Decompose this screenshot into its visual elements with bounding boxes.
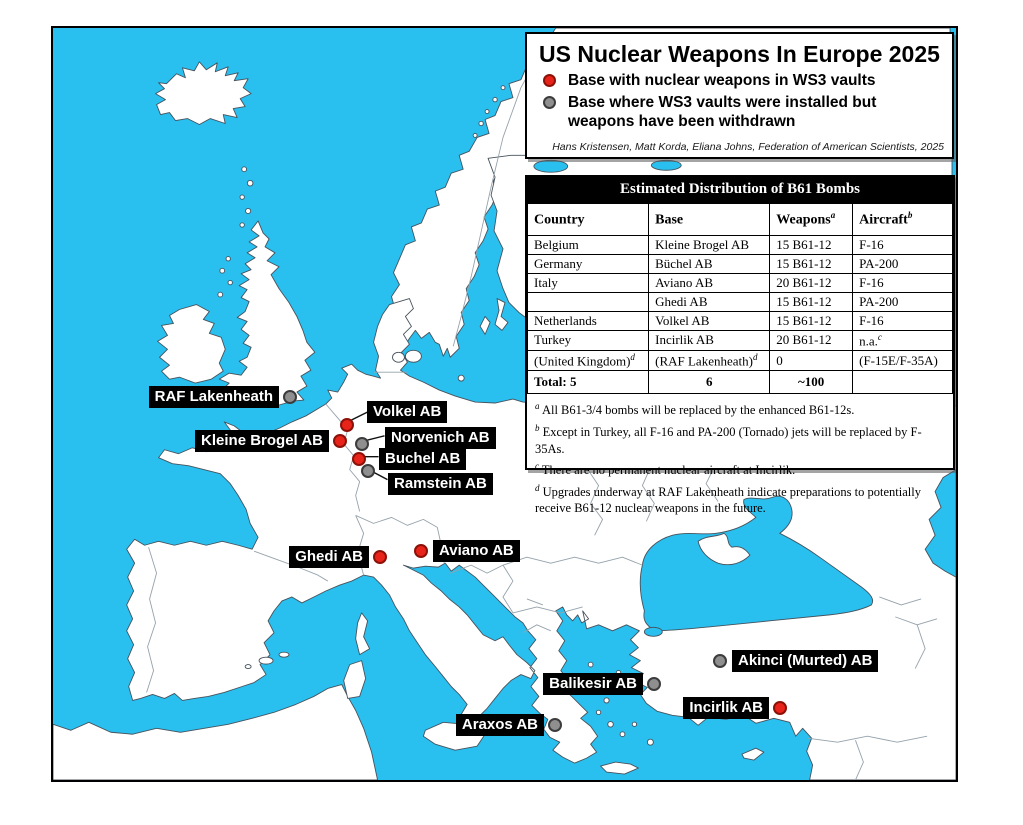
gray-base-dot-icon (647, 677, 661, 691)
lake-ladoga (651, 160, 681, 170)
table-row: (United Kingdom)$^d$ (RAF Lakenheath)$^d$ 0 (F-15E/F-35A) (528, 350, 953, 370)
distribution-table (527, 203, 953, 394)
legend-item-red (543, 71, 944, 90)
table-title: Estimated Distribution of B61 Bombs (527, 177, 953, 203)
footnotes (527, 394, 953, 517)
gray-base-dot-icon (713, 654, 727, 668)
marker-label: Ramstein AB (388, 473, 493, 495)
legend-label: Base where WS3 vaults were installed but weapons have been withdrawn (568, 94, 877, 130)
marker-label: Volkel AB (367, 401, 447, 423)
europe-map (51, 26, 958, 782)
marker-label: Balikesir AB (543, 673, 643, 695)
island-menorca (279, 652, 289, 657)
col-base: Base (649, 204, 770, 236)
footnote-d: $^d$ Upgrades underway at RAF Lakenheath indicate preparations to potentially receive B61-12 nuclear weapons in the future. (535, 482, 921, 516)
credit-line: Hans Kristensen, Matt Korda, Eliana Johns, Federation of American Scientists, 2025 (552, 141, 944, 153)
marker-label: Kleine Brogel AB (195, 430, 329, 452)
col-aircraft: Aircraft$^b$ (853, 204, 953, 236)
island-funen (392, 352, 404, 362)
table-row: Italy Aviano AB 20 B61-12 F-16 (528, 273, 953, 292)
marker-label: Incirlik AB (683, 697, 769, 719)
table-row: Belgium Kleine Brogel AB 15 B61-12 F-16 (528, 235, 953, 254)
marker-label: RAF Lakenheath (149, 386, 279, 408)
island-zealand (405, 350, 421, 362)
table-row: Turkey Incirlik AB 20 B61-12 n.a.$^c$ (528, 330, 953, 350)
col-country: Country (528, 204, 649, 236)
table-header-row (528, 204, 953, 236)
footnote-b: $^b$ Except in Turkey, all F-16 and PA-200 (Tornado) jets will be replaced by F-35As. (535, 422, 922, 456)
gray-base-dot-icon (355, 437, 369, 451)
marker-label: Akinci (Murted) AB (732, 650, 878, 672)
red-base-dot-icon (333, 434, 347, 448)
sea-of-marmara (644, 627, 662, 636)
footnote-c: $^c$ There are no permanent nuclear aircraft at Incirlik. (535, 461, 796, 478)
marker-label: Ghedi AB (289, 546, 369, 568)
island-ibiza (245, 665, 251, 669)
island-mallorca (259, 657, 273, 664)
legend-label: Base with nuclear weapons in WS3 vaults (568, 72, 876, 89)
marker-label: Araxos AB (456, 714, 544, 736)
marker-label: Buchel AB (379, 448, 466, 470)
title-legend-box (525, 32, 954, 159)
island-bornholm (458, 375, 464, 381)
gray-legend-dot-icon (543, 96, 556, 109)
red-base-dot-icon (373, 550, 387, 564)
col-weapons: Weapons$^a$ (770, 204, 853, 236)
gray-base-dot-icon (361, 464, 375, 478)
gray-base-dot-icon (283, 390, 297, 404)
red-base-dot-icon (773, 701, 787, 715)
table-row: Germany Büchel AB 15 B61-12 PA-200 (528, 254, 953, 273)
footnote-a: $^a$ All B61-3/4 bombs will be replaced by the enhanced B61-12s. (535, 401, 855, 418)
table-total-row: Total: 5 6 ~100 (528, 371, 953, 394)
marker-label: Norvenich AB (385, 427, 496, 449)
red-base-dot-icon (414, 544, 428, 558)
gray-base-dot-icon (548, 718, 562, 732)
table-row: Netherlands Volkel AB 15 B61-12 F-16 (528, 311, 953, 330)
marker-label: Aviano AB (433, 540, 520, 562)
legend-item-gray (543, 93, 944, 131)
island-rhodes (647, 739, 653, 745)
red-base-dot-icon (340, 418, 354, 432)
page-title: US Nuclear Weapons In Europe 2025 (539, 41, 940, 67)
distribution-table-box (525, 175, 955, 516)
gulf-of-finland-lake (534, 160, 568, 172)
red-legend-dot-icon (543, 74, 556, 87)
table-row: Ghedi AB 15 B61-12 PA-200 (528, 292, 953, 311)
